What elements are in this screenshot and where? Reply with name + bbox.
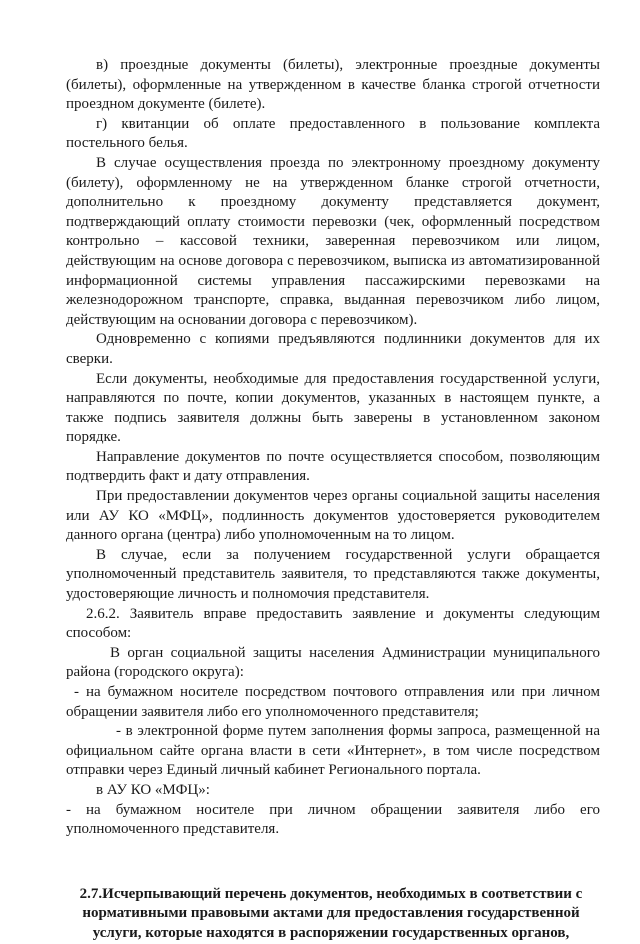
paragraph-mail-method: Направление документов по почте осуществляется способом, позволяющим подтвердить факт и дату отправления. (66, 448, 600, 485)
paragraph-originals: Одновременно с копиями предъявляются подлинники документов для их сверки. (66, 331, 600, 367)
list-item-paper: - на бумажном носителе посредством почтового отправления или при личном обращении заявителя либо его уполномоченного представителя; (66, 684, 600, 720)
paragraph-representative: В случае, если за получением государственной услуги обращается уполномоченный представитель заявителя, то представляются также документы, удостоверяющие личность и полномочия представителя. (66, 546, 600, 603)
paragraph-authenticity: При предоставлении документов через органы социальной защиты населения или АУ КО «МФЦ», подлинность документов удостоверяется руководителем данного органа (центра) либо уполномоченным на то лицом. (66, 488, 600, 544)
paragraph-social-protection-body: В орган социальной защиты населения Администрации муниципального района (городского округа): (66, 644, 600, 681)
section-heading: 2.7.Исчерпывающий перечень документов, необходимых в соответствии с нормативными правовыми актами для предоставления государственной услуги, которые находятся в распоряжении государственных органов, (79, 885, 583, 941)
list-item-electronic: - в электронной форме путем заполнения формы запроса, размещенной на официальном сайте органа власти в сети «Интернет», в том числе посредством отправки через Единый личный кабинет Регионального портала. (66, 723, 600, 779)
list-item-mfc-paper: - на бумажном носителе при личном обращении заявителя либо его уполномоченного представителя. (66, 801, 600, 838)
paragraph-mail-copies: Если документы, необходимые для предоставления государственной услуги, направляются по почте, копии документов, указанных в настоящем пункте, а также подпись заявителя должны быть заверены в установленном законом порядке. (66, 370, 600, 446)
paragraph-2-6-2: 2.6.2. Заявитель вправе предоставить заявление и документы следующим способом: (66, 605, 600, 642)
paragraph-mfc: в АУ КО «МФЦ»: (96, 781, 210, 798)
paragraph-item-v: в) проездные документы (билеты), электронные проездные документы (билеты), оформленные на утвержденном в качестве бланка строгой отчетности проездном документе (билете). (66, 57, 600, 113)
paragraph-electronic-ticket: В случае осуществления проезда по электронному проездному документу (билету), оформленному не на утвержденном бланке строгой отчетности, дополнительно к проездному документу представляется документ, подтверждающий оплату стоимости перевозки (чек, оформленный посредством контрольно – кассовой техники, заверенная перевозчиком или лицом, действующим на основе договора с перевозчиком, выписка из автоматизированной информационной системы управления пассажирскими перевозками на железнодорожном транспорте, справка, выданная перевозчиком либо лицом, действующим на основании договора с перевозчиком). (66, 154, 600, 328)
paragraph-item-g: г) квитанции об оплате предоставленного в пользование комплекта постельного белья. (66, 115, 600, 152)
